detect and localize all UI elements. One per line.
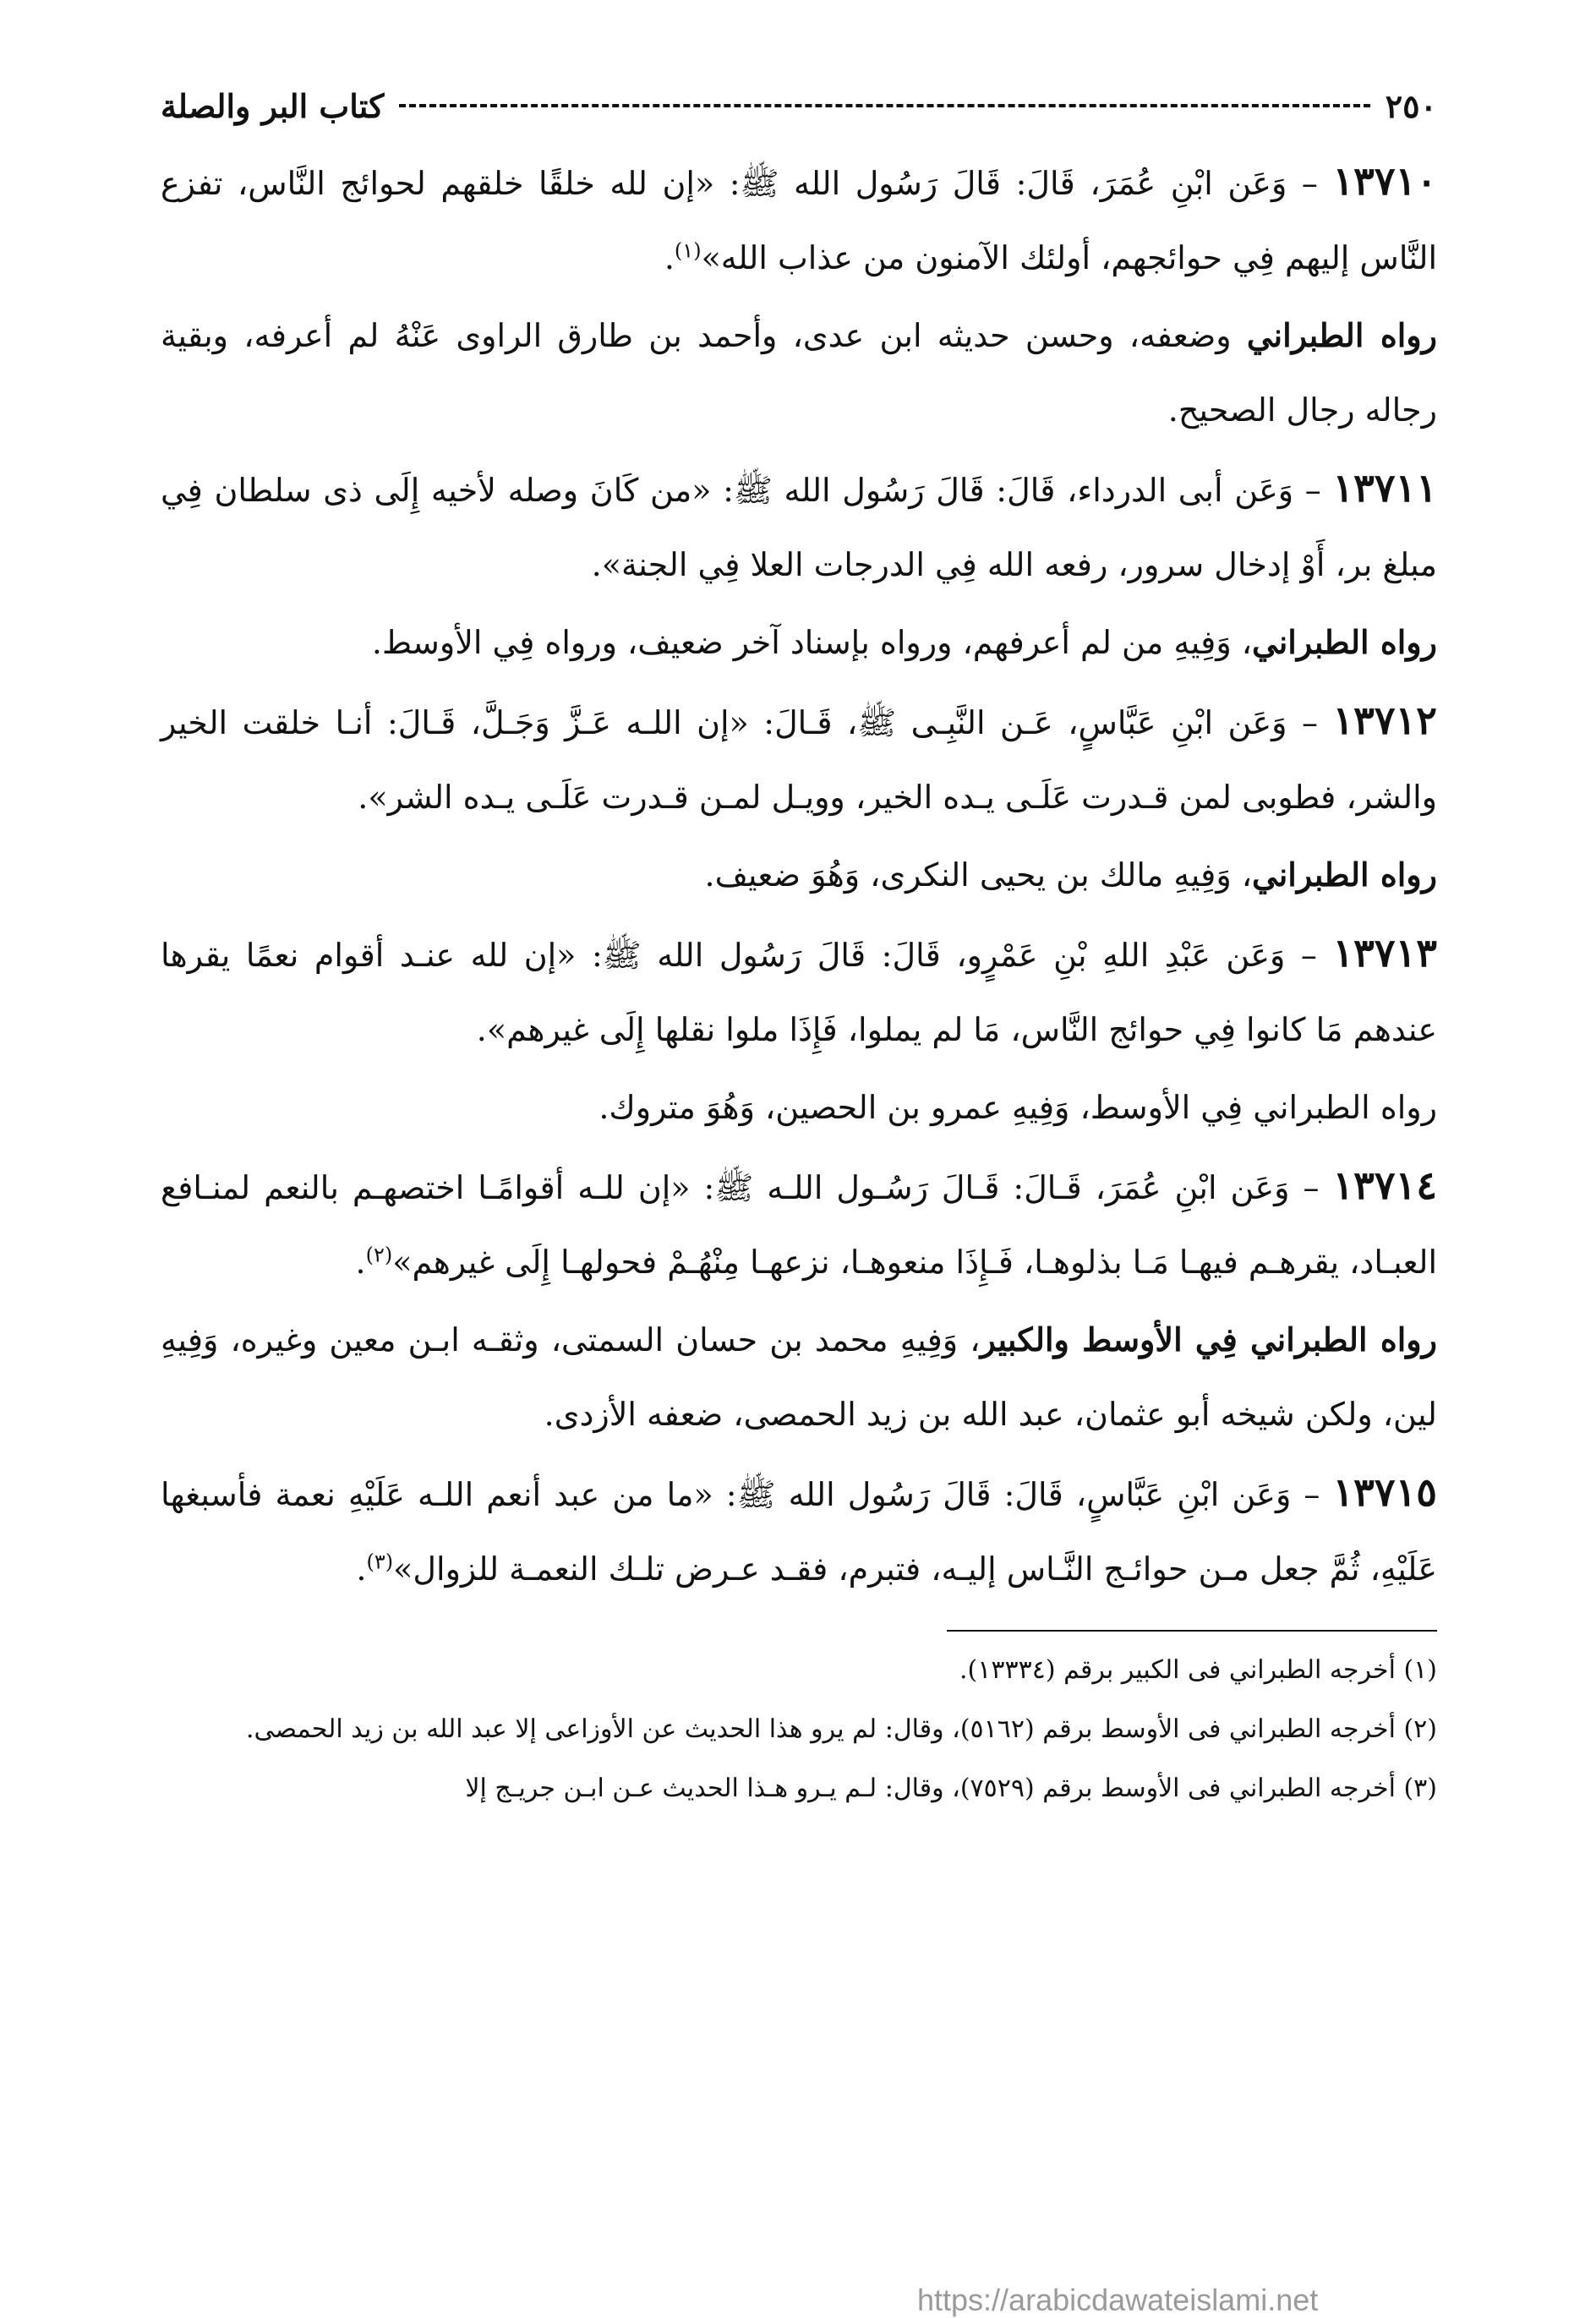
source-bold: رواه الطبراني [1252, 623, 1437, 661]
source-text: رواه الطبراني فِي الأوسط، وَفِيهِ عمرو بن الحصين، وَهُوَ متروك. [598, 1089, 1437, 1126]
book-title: كتاب البر والصلة [161, 86, 385, 125]
footnote: (٢) أخرجه الطبراني فى الأوسط برقم (٥١٦٢)، وقال: لم يرو هذا الحديث عن الأوزاعى إلا عبد الله بن زيد الحمصى. [245, 1714, 1437, 1744]
page-number: ٢٥٠ [1385, 86, 1437, 125]
footnote: (٣) أخرجه الطبراني فى الأوسط برقم (٧٥٢٩)، وقال: لـم يـرو هـذا الحديث عـن ابـن جريـج إلا [465, 1774, 1437, 1803]
hadith-text: – وَعَن ابْنِ عَبَّاسٍ، قَالَ: قَالَ رَسُول الله ﷺ: «ما من عبد أنعم اللـه عَلَيْهِ نعمة فأسبغها عَلَيْهِ، ثُمَّ جعل مـن حوائـج النَّـاس إليـه، فتبرم، فقـد عـرض تلـك النعمـة للزوال» [161, 1476, 1437, 1588]
source-bold: رواه الطبراني [1246, 316, 1437, 354]
footnote-ref: (٣) [366, 1550, 394, 1574]
footnote: (١) أخرجه الطبراني فى الكبير برقم (١٣٣٣٤). [959, 1655, 1437, 1685]
hadith-number: ١٣٧١٢ [1332, 697, 1437, 743]
source-bold: رواه الطبراني [1252, 856, 1437, 894]
footnote-ref: (١) [674, 238, 702, 263]
document-page [161, 68, 1437, 1821]
source-text: وضعفه، وحسن حديثه ابن عدى، وأحمد بن طارق الراوى عَنْهُ لم أعرفه، وبقية رجاله رجال الصحيح. [161, 317, 1437, 429]
hadith-text: – وَعَن عَبْدِ اللهِ بْنِ عَمْرٍو، قَالَ: قَالَ رَسُول الله ﷺ: «إن لله عنـد أقوام نعمًا يقرها عندهم مَا كانوا فِي حوائج النَّاس، مَا لم يملوا، فَإِذَا ملوا نقلها إِلَى غيرهم». [161, 937, 1437, 1048]
page-header [161, 68, 1437, 144]
hadith-text: – وَعَن ابْنِ عُمَرَ، قَالَ: قَالَ رَسُول الله ﷺ: «إن لله خلقًا خلقهم لحوائج النَّاس، تفزع النَّاس إليهم فِي حوائجهم، أولئك الآمنون من عذاب الله» [161, 165, 1437, 276]
watermark-url: https://arabicdawateislami.net [917, 2282, 1319, 2317]
hadith-source [161, 298, 1437, 447]
hadith-entry: ١٣٧١٠ – وَعَن ابْنِ عُمَرَ، قَالَ: قَالَ رَسُول الله ﷺ: «إن لله خلقًا خلقهم لحوائج النَّاس، تفزع النَّاس إليهم فِي حوائجهم، أولئك الآمنون من عذاب الله»$^{(١)}$. [161, 158, 1437, 276]
source-text: ، وَفِيهِ محمد بن حسان السمتى، وثقـه ابـن معين وغيره، وَفِيهِ لين، ولكن شيخه أبو عثمان، عبد الله بن زيد الحمصى، ضعفه الأزدى. [161, 1321, 1437, 1433]
hadith-source [161, 1070, 1437, 1145]
footnote-separator [947, 1630, 1437, 1632]
hadith-number: ١٣٧١٣ [1332, 930, 1437, 976]
hadith-number: ١٣٧١٠ [1332, 158, 1437, 204]
hadith-number: ١٣٧١٤ [1332, 1162, 1437, 1208]
hadith-list [161, 144, 1437, 1606]
hadith-source [161, 605, 1437, 680]
hadith-entry: ١٣٧١٤ – وَعَن ابْنِ عُمَرَ، قَـالَ: قَـالَ رَسُـول اللـه ﷺ: «إن للـه أقوامًـا اختصهـم بالنعم لمنـافع العبـاد، يقرهـم فيهـا مَـا بذلوهـا، فَـإِذَا منعوهـا، نزعهـا مِنْهُـمْ فحولهـا إِلَى غيرهم»$^{(٢)}$. [161, 1162, 1437, 1281]
hadith-source [161, 838, 1437, 912]
hadith-text: – وَعَن ابْنِ عُمَرَ، قَـالَ: قَـالَ رَسُـول اللـه ﷺ: «إن للـه أقوامًـا اختصهـم بالنعم لمنـافع العبـاد، يقرهـم فيهـا مَـا بذلوهـا، فَـإِذَا منعوهـا، نزعهـا مِنْهُـمْ فحولهـا إِلَى غيرهم» [161, 1169, 1437, 1281]
hadith-source [161, 1303, 1437, 1451]
footnotes [161, 1643, 1437, 1816]
footnote-ref: (٢) [365, 1243, 393, 1267]
hadith-number: ١٣٧١٥ [1332, 1469, 1437, 1515]
hadith-text: – وَعَن أبى الدرداء، قَالَ: قَالَ رَسُول الله ﷺ: «من كَانَ وصله لأخيه إِلَى ذى سلطان فِي مبلغ بر، أَوْ إدخال سرور، رفعه الله فِي الدرجات العلا فِي الجنة». [161, 472, 1437, 583]
source-text: ، وَفِيهِ من لم أعرفهم، ورواه بإسناد آخر ضعيف، ورواه فِي الأوسط. [371, 624, 1253, 661]
hadith-entry [161, 451, 1437, 602]
header-dashed-rule [399, 104, 1369, 107]
hadith-entry [161, 916, 1437, 1067]
hadith-text: – وَعَن ابْنِ عَبَّاسٍ، عَـن النَّبِـى ﷺ، قَـالَ: «إن اللـه عَـزَّ وَجَـلَّ، قَـالَ: أنـا خلقت الخير والشر، فطوبى لمن قـدرت عَلَـى يـده الخير، وويـل لمـن قـدرت عَلَـى يـده الشر». [161, 704, 1437, 816]
source-bold: رواه الطبراني فِي الأوسط والكبير [980, 1320, 1437, 1359]
hadith-entry: ١٣٧١٥ – وَعَن ابْنِ عَبَّاسٍ، قَالَ: قَالَ رَسُول الله ﷺ: «ما من عبد أنعم اللـه عَلَيْهِ نعمة فأسبغها عَلَيْهِ، ثُمَّ جعل مـن حوائـج النَّـاس إليـه، فتبرم، فقـد عـرض تلـك النعمـة للزوال»$^{(٣)}$. [161, 1469, 1437, 1588]
hadith-number: ١٣٧١١ [1332, 465, 1437, 511]
hadith-entry [161, 683, 1437, 834]
source-text: ، وَفِيهِ مالك بن يحيى النكرى، وَهُوَ ضعيف. [704, 856, 1253, 894]
